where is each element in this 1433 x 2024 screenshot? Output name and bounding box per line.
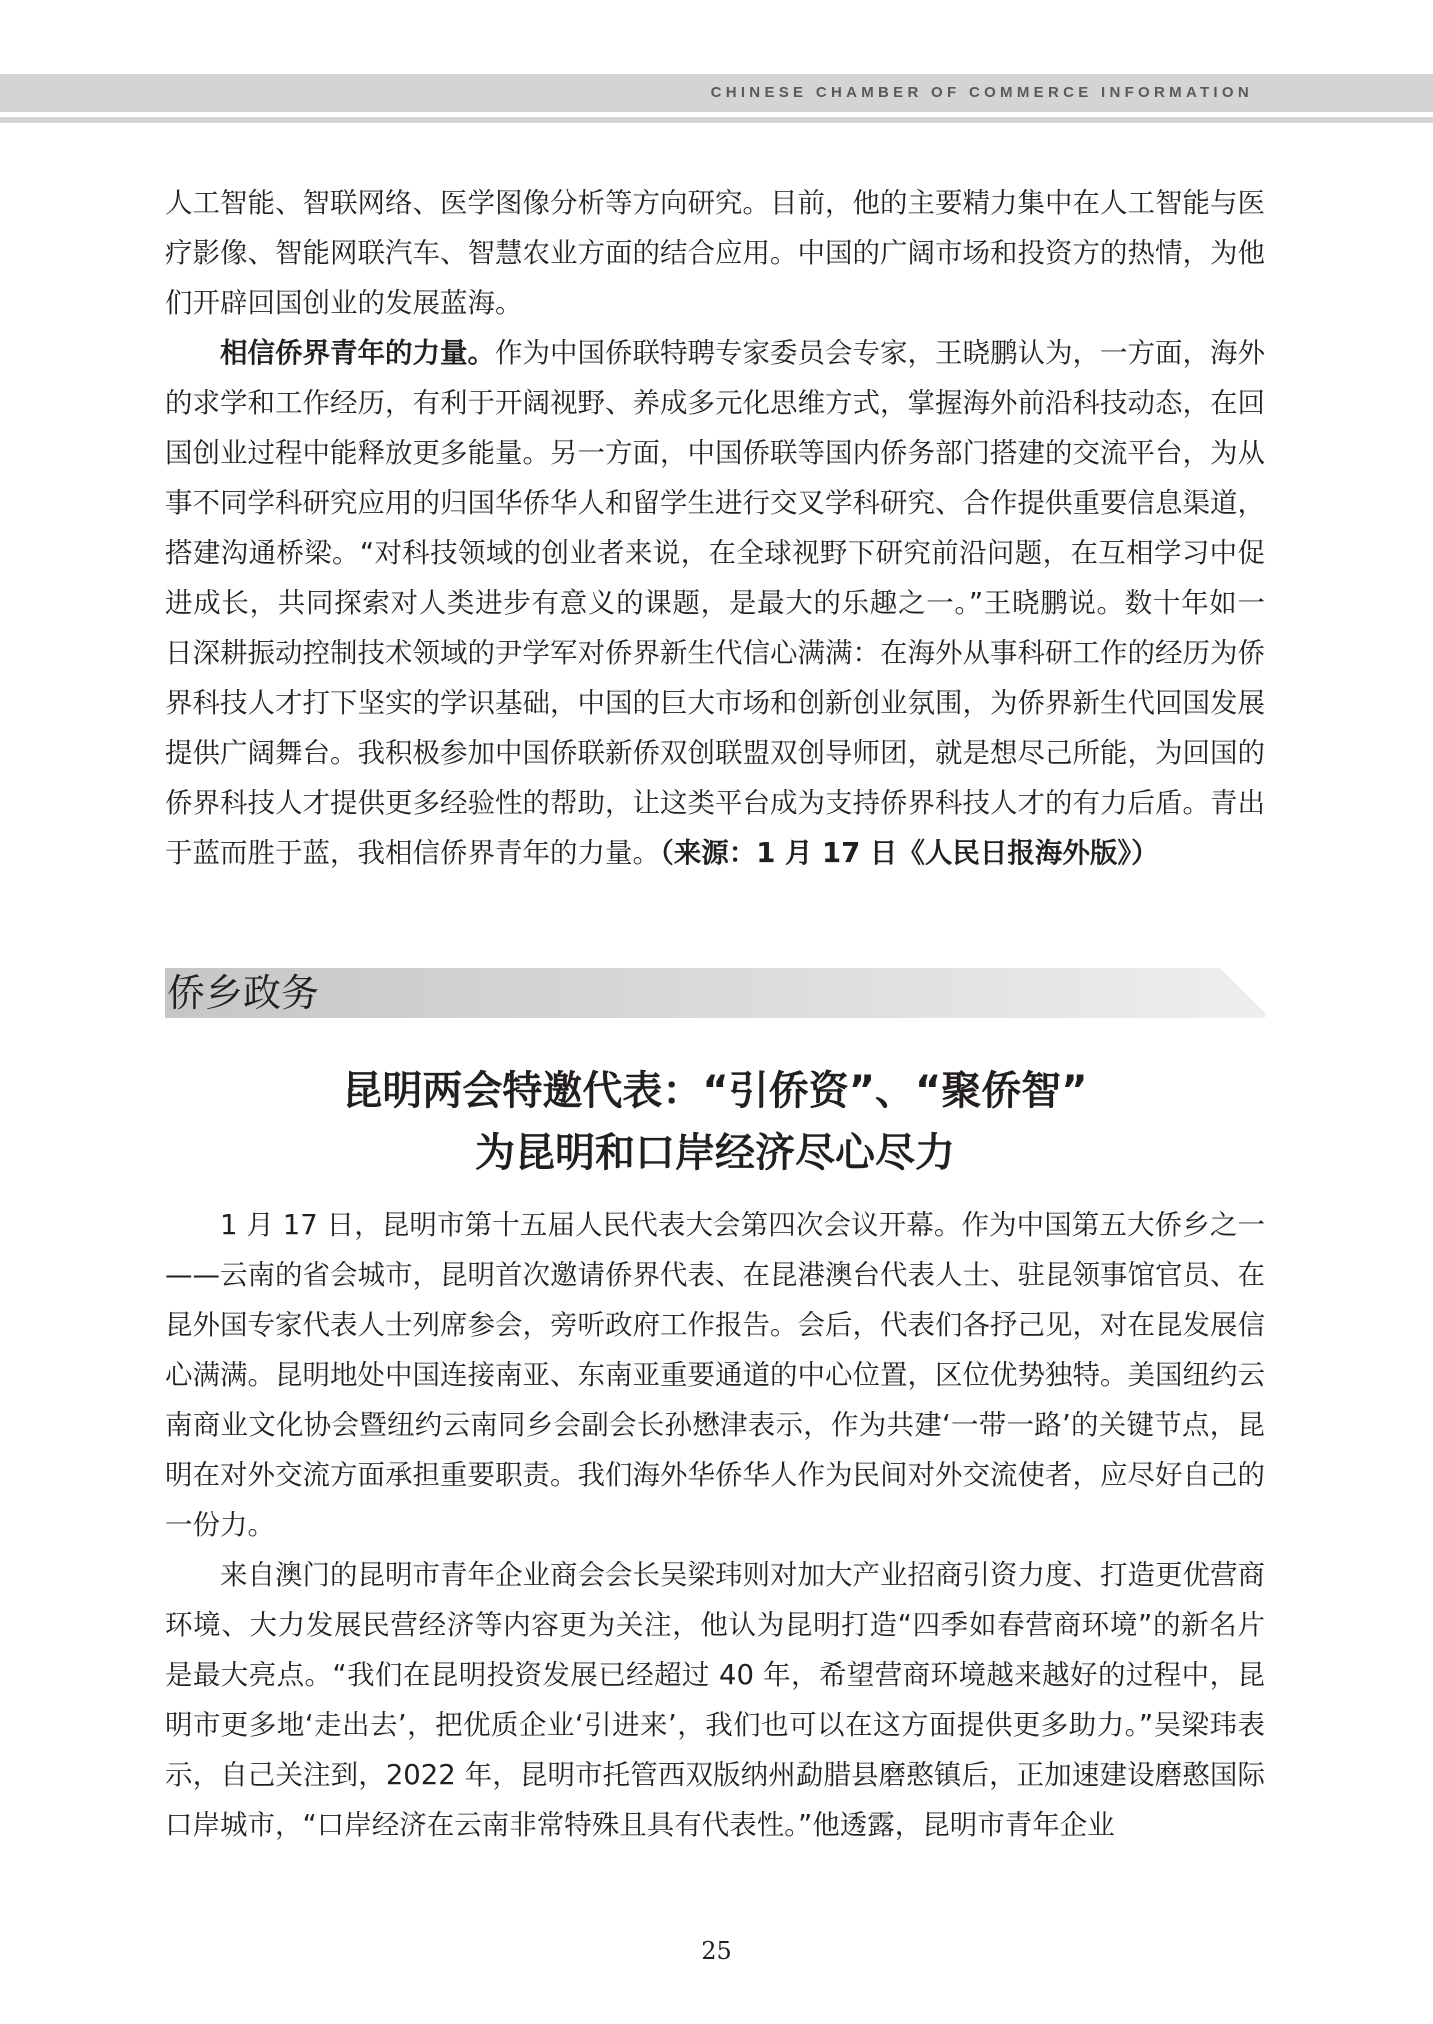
article-paragraph-1: 1 月 17 日，昆明市第十五届人民代表大会第四次会议开幕。作为中国第五大侨乡之一——云南的省会城市，昆明首次邀请侨界代表、在昆港澳台代表人士、驻昆领事馆官员、在昆外国专家代表人士列席参会，旁听政府工作报告。会后，代表们各抒己见，对在昆发展信心满满。昆明地处中国连接南亚、东南亚重要通道的中心位置，区位优势独特。美国纽约云南商业文化协会暨纽约云南同乡会副会长孙懋津表示，作为共建‘一带一路’的关键节点，昆明在对外交流方面承担重要职责。我们海外华侨华人作为民间对外交流使者，应尽好自己的一份力。 bbox=[165, 1209, 1265, 1541]
section-header-background bbox=[165, 968, 1265, 1018]
paragraph-body: 作为中国侨联特聘专家委员会专家，王晓鹏认为，一方面，海外的求学和工作经历，有利于开阔视野、养成多元化思维方式，掌握海外前沿科技动态，在回国创业过程中能释放更多能量。另一方面，中国侨联等国内侨务部门搭建的交流平台，为从事不同学科研究应用的归国华侨华人和留学生进行交叉学科研究、合作提供重要信息渠道，搭建沟通桥梁。“对科技领域的创业者来说，在全球视野下研究前沿问题，在互相学习中促进成长，共同探索对人类进步有意义的课题，是最大的乐趣之一。”王晓鹏说。数十年如一日深耕振动控制技术领域的尹学军对侨界新生代信心满满：在海外从事科研工作的经历为侨界科技人才打下坚实的学识基础，中国的巨大市场和创新创业氛围，为侨界新生代回国发展提供广阔舞台。我积极参加中国侨联新侨双创联盟双创导师团，就是想尽己所能，为回国的侨界科技人才提供更多经验性的帮助，让这类平台成为支持侨界科技人才的有力后盾。青出于蓝而胜于蓝，我相信侨界青年的力量。 bbox=[165, 337, 1265, 869]
paragraph-lead-heading: 相信侨界青年的力量。 bbox=[220, 337, 495, 369]
running-header-band bbox=[0, 74, 1433, 112]
continued-paragraph-1: 人工智能、智联网络、医学图像分析等方向研究。目前，他的主要精力集中在人工智能与医疗影像、智能网联汽车、智慧农业方面的结合应用。中国的广阔市场和投资方的热情，为他们开辟回国创业的发展蓝海。 bbox=[165, 187, 1265, 319]
continued-article-body bbox=[165, 178, 1265, 878]
source-note: （来源：1 月 17 日《人民日报海外版》） bbox=[660, 837, 1159, 869]
running-header-title: CHINESE CHAMBER OF COMMERCE INFORMATION bbox=[710, 84, 1253, 101]
article-title-line-1: 昆明两会特邀代表：“引侨资”、“聚侨智” bbox=[342, 1068, 1088, 1114]
article-body bbox=[165, 1200, 1265, 1850]
section-title: 侨乡政务 bbox=[167, 971, 320, 1015]
article-title bbox=[165, 1060, 1265, 1184]
header-rule bbox=[0, 117, 1433, 123]
article-paragraph-2: 来自澳门的昆明市青年企业商会会长吴梁玮则对加大产业招商引资力度、打造更优营商环境、大力发展民营经济等内容更为关注，他认为昆明打造“四季如春营商环境”的新名片是最大亮点。“我们在昆明投资发展已经超过 40 年，希望营商环境越来越好的过程中，昆明市更多地‘走出去’，把优质企业‘引进来’，我们也可以在这方面提供更多助力。”吴梁玮表示，自己关注到，2022 年，昆明市托管西双版纳州勐腊县磨憨镇后，正加速建设磨憨国际口岸城市，“口岸经济在云南非常特殊且具有代表性。”他透露，昆明市青年企业 bbox=[165, 1559, 1265, 1841]
page-number: 25 bbox=[701, 1937, 732, 1965]
continued-paragraph-2 bbox=[165, 328, 1265, 878]
section-header bbox=[165, 968, 1265, 1018]
article-title-line-2: 为昆明和口岸经济尽心尽力 bbox=[475, 1130, 955, 1176]
